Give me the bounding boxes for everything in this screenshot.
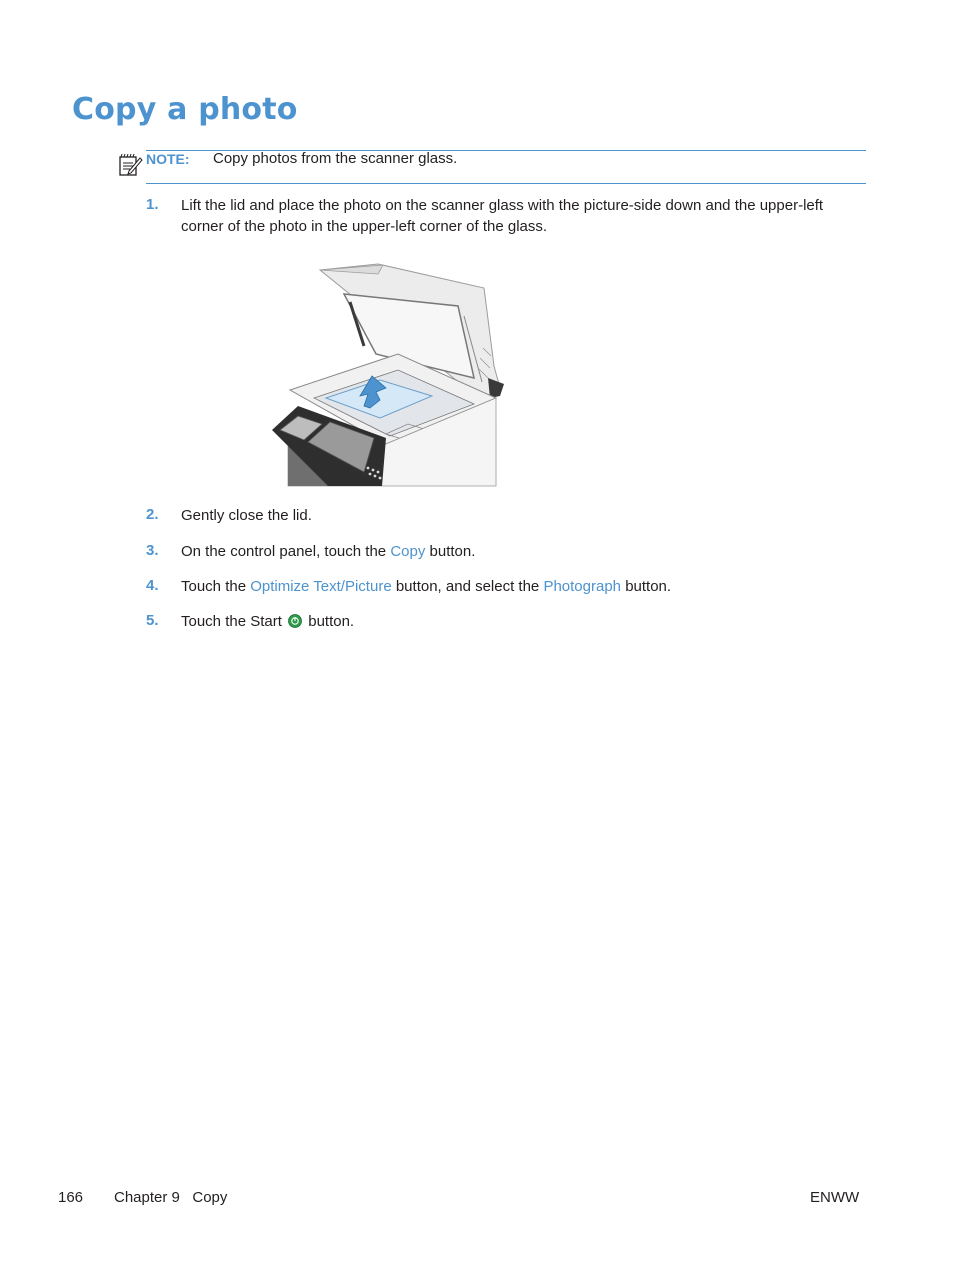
copy-button-link[interactable]: Copy xyxy=(390,543,426,560)
note-label: NOTE: xyxy=(146,151,190,167)
optimize-text-picture-link[interactable]: Optimize Text/Picture xyxy=(250,578,392,595)
photograph-link[interactable]: Photograph xyxy=(543,578,622,595)
start-button-icon xyxy=(288,614,302,628)
page-title: Copy a photo xyxy=(72,92,298,127)
step-text: Gently close the lid. xyxy=(181,507,312,524)
step-text-prefix: Touch the Start xyxy=(181,613,287,630)
step-text-prefix: On the control panel, touch the xyxy=(181,543,391,560)
step-text-suffix: button. xyxy=(425,543,476,560)
step-text xyxy=(181,541,861,562)
scanner-glass-illustration xyxy=(268,258,508,488)
footer-right-label: ENWW xyxy=(810,1189,860,1206)
step-text xyxy=(181,611,861,632)
step-text-middle: button, and select the xyxy=(391,578,544,595)
step-text xyxy=(181,576,861,597)
page-number: 166 xyxy=(58,1189,84,1206)
step-number: 3. xyxy=(146,542,159,559)
step-number: 1. xyxy=(146,196,159,213)
chapter-label: Chapter 9 Copy xyxy=(114,1189,228,1206)
note-text: Copy photos from the scanner glass. xyxy=(213,150,458,167)
note-pad-icon xyxy=(118,153,144,177)
step-number: 4. xyxy=(146,577,159,594)
step-number: 5. xyxy=(146,612,159,629)
step-text-suffix: button. xyxy=(621,578,672,595)
step-text-suffix: button. xyxy=(304,613,355,630)
step-text-prefix: Touch the xyxy=(181,578,251,595)
step-number: 2. xyxy=(146,506,159,523)
step-text: Lift the lid and place the photo on the scanner glass with the picture-side down and the upper-left corner of the photo in the upper-left corner of the glass. xyxy=(181,197,824,235)
